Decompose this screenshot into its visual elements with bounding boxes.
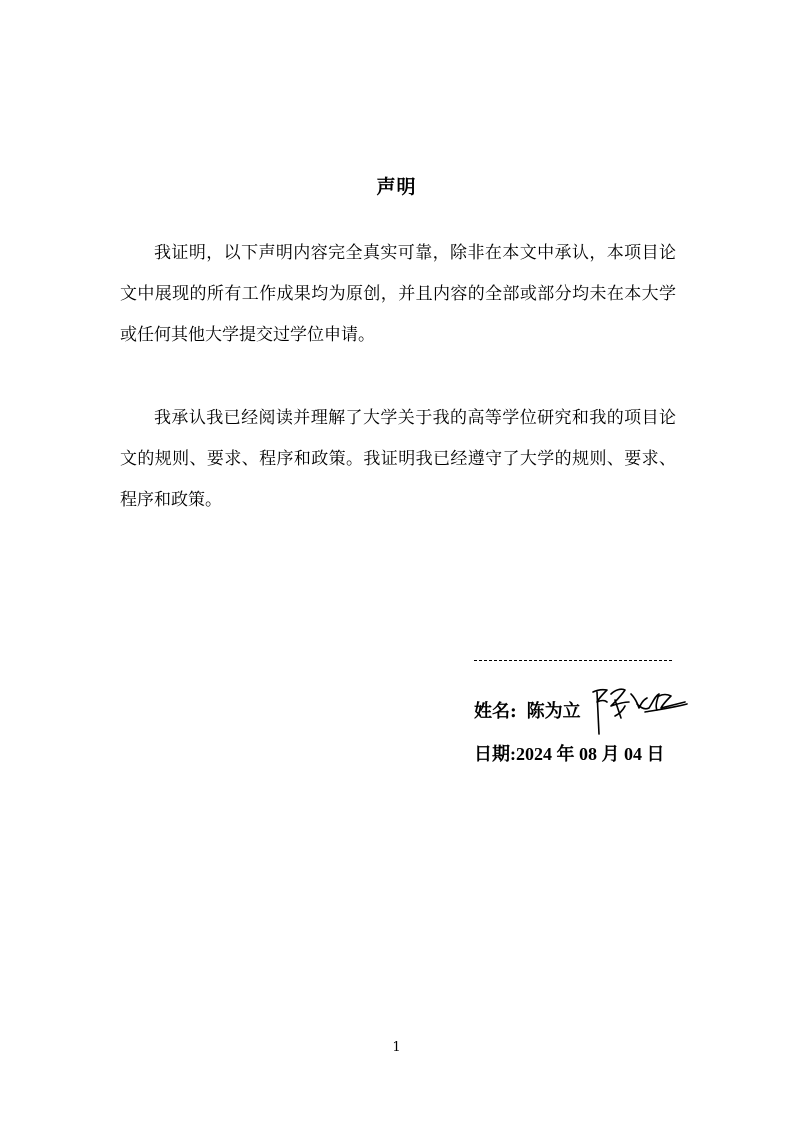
name-row (474, 697, 581, 723)
page-title: 声明 (376, 176, 417, 198)
signature-dashed-line (474, 660, 672, 661)
declaration-paragraph-1: 我证明，以下声明内容完全真实可靠，除非在本文中承认，本项目论文中展现的所有工作成果均为原创，并且内容的全部或部分均未在本大学或任何其他大学提交过学位申请。 (120, 243, 676, 345)
page-number: 1 (392, 1040, 401, 1055)
name-value: 陈为立 (526, 701, 581, 722)
handwritten-signature (585, 684, 690, 736)
name-label: 姓名: (474, 701, 517, 722)
date-line: 日期:2024 年 08 月 04 日 (474, 744, 665, 764)
declaration-paragraph-2: 我承认我已经阅读并理解了大学关于我的高等学位研究和我的项目论文的规则、要求、程序和政策。我证明我已经遵守了大学的规则、要求、程序和政策。 (120, 408, 676, 510)
